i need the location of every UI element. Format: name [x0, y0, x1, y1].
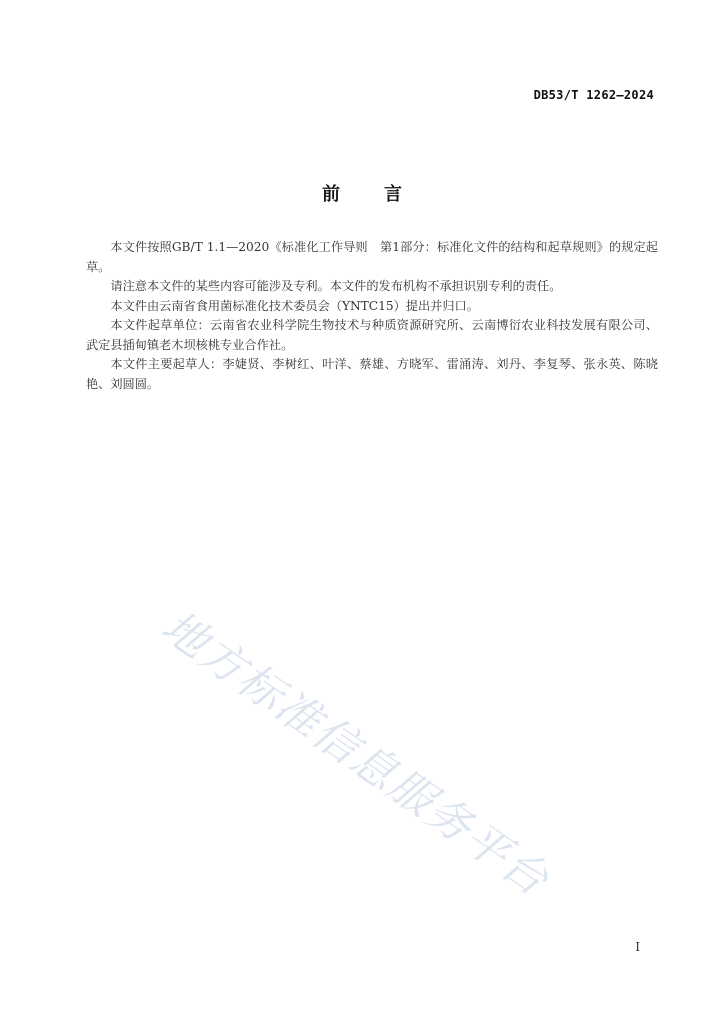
page-title [0, 180, 724, 206]
watermark: 地方标准信息服务平台 [152, 601, 559, 907]
paragraph-drafting-rules: 本文件按照GB/T 1.1—2020《标准化工作导则 第1部分：标准化文件的结构和起草规则》的规定起草。 [86, 240, 658, 274]
page-number: I [635, 940, 640, 954]
paragraph-drafters: 本文件主要起草人：李婕贤、李树红、叶洋、蔡雄、方晓军、雷涌涛、刘丹、李复琴、张永英、陈晓艳、刘圆圆。 [86, 357, 658, 391]
foreword-body [86, 238, 658, 394]
paragraph-proposer: 本文件由云南省食用菌标准化技术委员会（YNTC15）提出并归口。 [110, 298, 479, 313]
document-code: DB53/T 1262—2024 [533, 88, 654, 102]
title-char-1: 前 [322, 184, 340, 205]
paragraph-drafting-units: 本文件起草单位：云南省农业科学院生物技术与种质资源研究所、云南博衍农业科技发展有限公司、武定县插甸镇老木坝核桃专业合作社。 [86, 318, 658, 352]
title-char-2: 言 [384, 184, 402, 205]
paragraph-patent-notice: 请注意本文件的某些内容可能涉及专利。本文件的发布机构不承担识别专利的责任。 [110, 279, 562, 293]
